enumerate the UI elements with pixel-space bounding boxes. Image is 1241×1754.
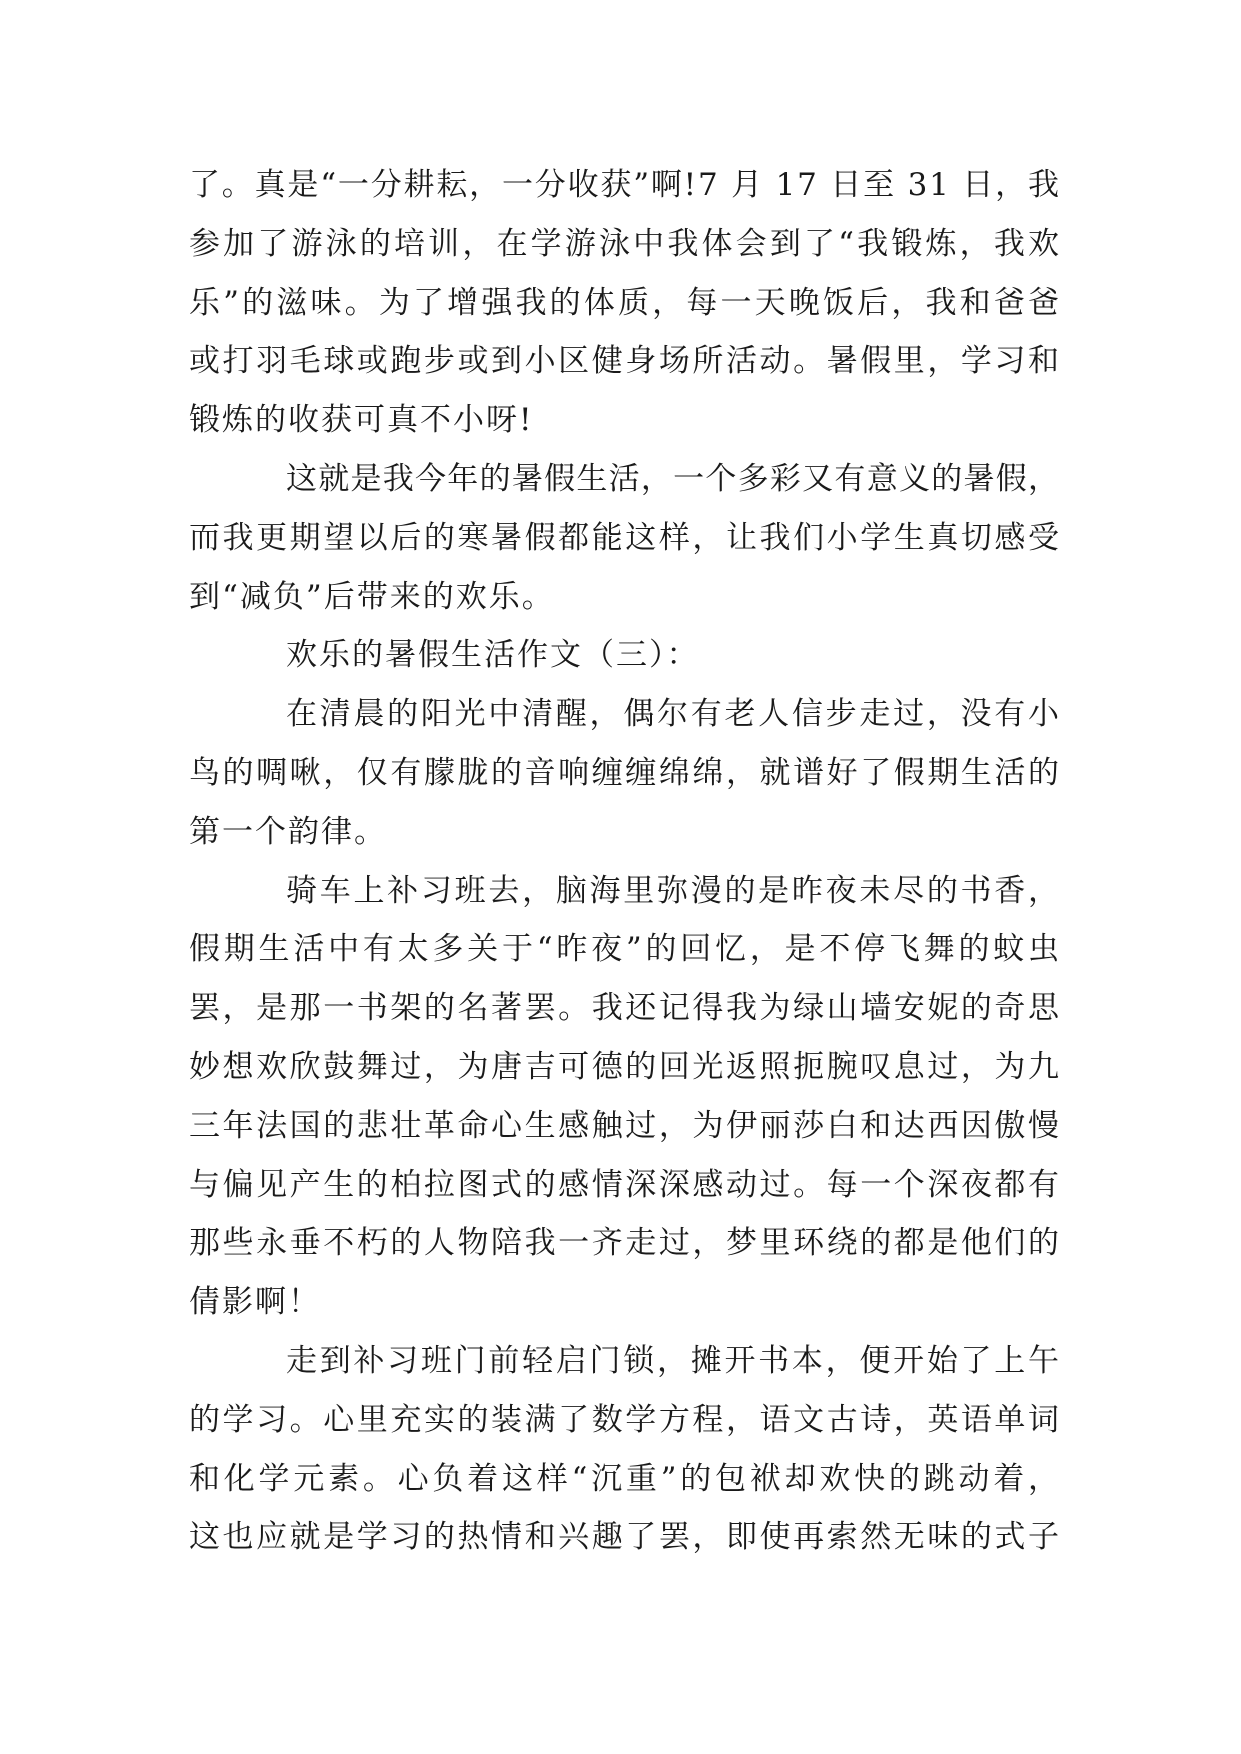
text-line: 了。真是“一分耕耘，一分收获”啊!7 月 17 日至 31 日，我	[189, 167, 1061, 203]
body-text	[189, 156, 1063, 1567]
text-line: 与偏见产生的柏拉图式的感情深深感动过。每一个深夜都有	[189, 1166, 1062, 1203]
text-line: 或打羽毛球或跑步或到小区健身场所活动。暑假里，学习和	[189, 343, 1062, 380]
text-line: 乐”的滋味。为了增强我的体质，每一天晚饭后，我和爸爸	[189, 284, 1063, 321]
text-line: 鸟的啁啾，仅有朦胧的音响缠缠绵绵，就谱好了假期生活的	[189, 754, 1062, 791]
text-line: 骑车上补习班去，脑海里弥漫的是昨夜未尽的书香，	[286, 872, 1062, 909]
text-line: 倩影啊！	[189, 1284, 321, 1321]
text-line: 在清晨的阳光中清醒，偶尔有老人信步走过，没有小	[286, 696, 1062, 733]
text-line: 第一个韵律。	[189, 813, 387, 850]
text-line: 假期生活中有太多关于“昨夜”的回忆，是不停飞舞的蚊虫	[189, 931, 1063, 968]
text-line: 而我更期望以后的寒暑假都能这样，让我们小学生真切感受	[189, 519, 1062, 556]
text-line: 这就是我今年的暑假生活，一个多彩又有意义的暑假，	[286, 460, 1061, 497]
text-line: 三年法国的悲壮革命心生感触过，为伊丽莎白和达西因傲慢	[189, 1107, 1062, 1144]
text-line: 和化学元素。心负着这样“沉重”的包袱却欢快的跳动着，	[189, 1460, 1063, 1497]
text-line: 到“减负”后带来的欢乐。	[189, 578, 555, 615]
text-line: 妙想欢欣鼓舞过，为唐吉可德的回光返照扼腕叹息过，为九	[189, 1048, 1062, 1085]
text-line: 锻炼的收获可真不小呀!	[189, 402, 534, 439]
text-line: 这也应就是学习的热情和兴趣了罢，即使再索然无味的式子	[189, 1519, 1062, 1556]
text-line: 欢乐的暑假生活作文（三）：	[286, 637, 700, 674]
text-line: 的学习。心里充实的装满了数学方程，语文古诗，英语单词	[189, 1401, 1062, 1438]
text-line: 罢，是那一书架的名著罢。我还记得我为绿山墙安妮的奇思	[189, 990, 1062, 1027]
text-line: 那些永垂不朽的人物陪我一齐走过，梦里环绕的都是他们的	[189, 1225, 1062, 1262]
text-line: 参加了游泳的培训，在学游泳中我体会到了“我锻炼，我欢	[189, 225, 1063, 262]
text-line: 走到补习班门前轻启门锁，摊开书本，便开始了上午	[286, 1342, 1062, 1379]
